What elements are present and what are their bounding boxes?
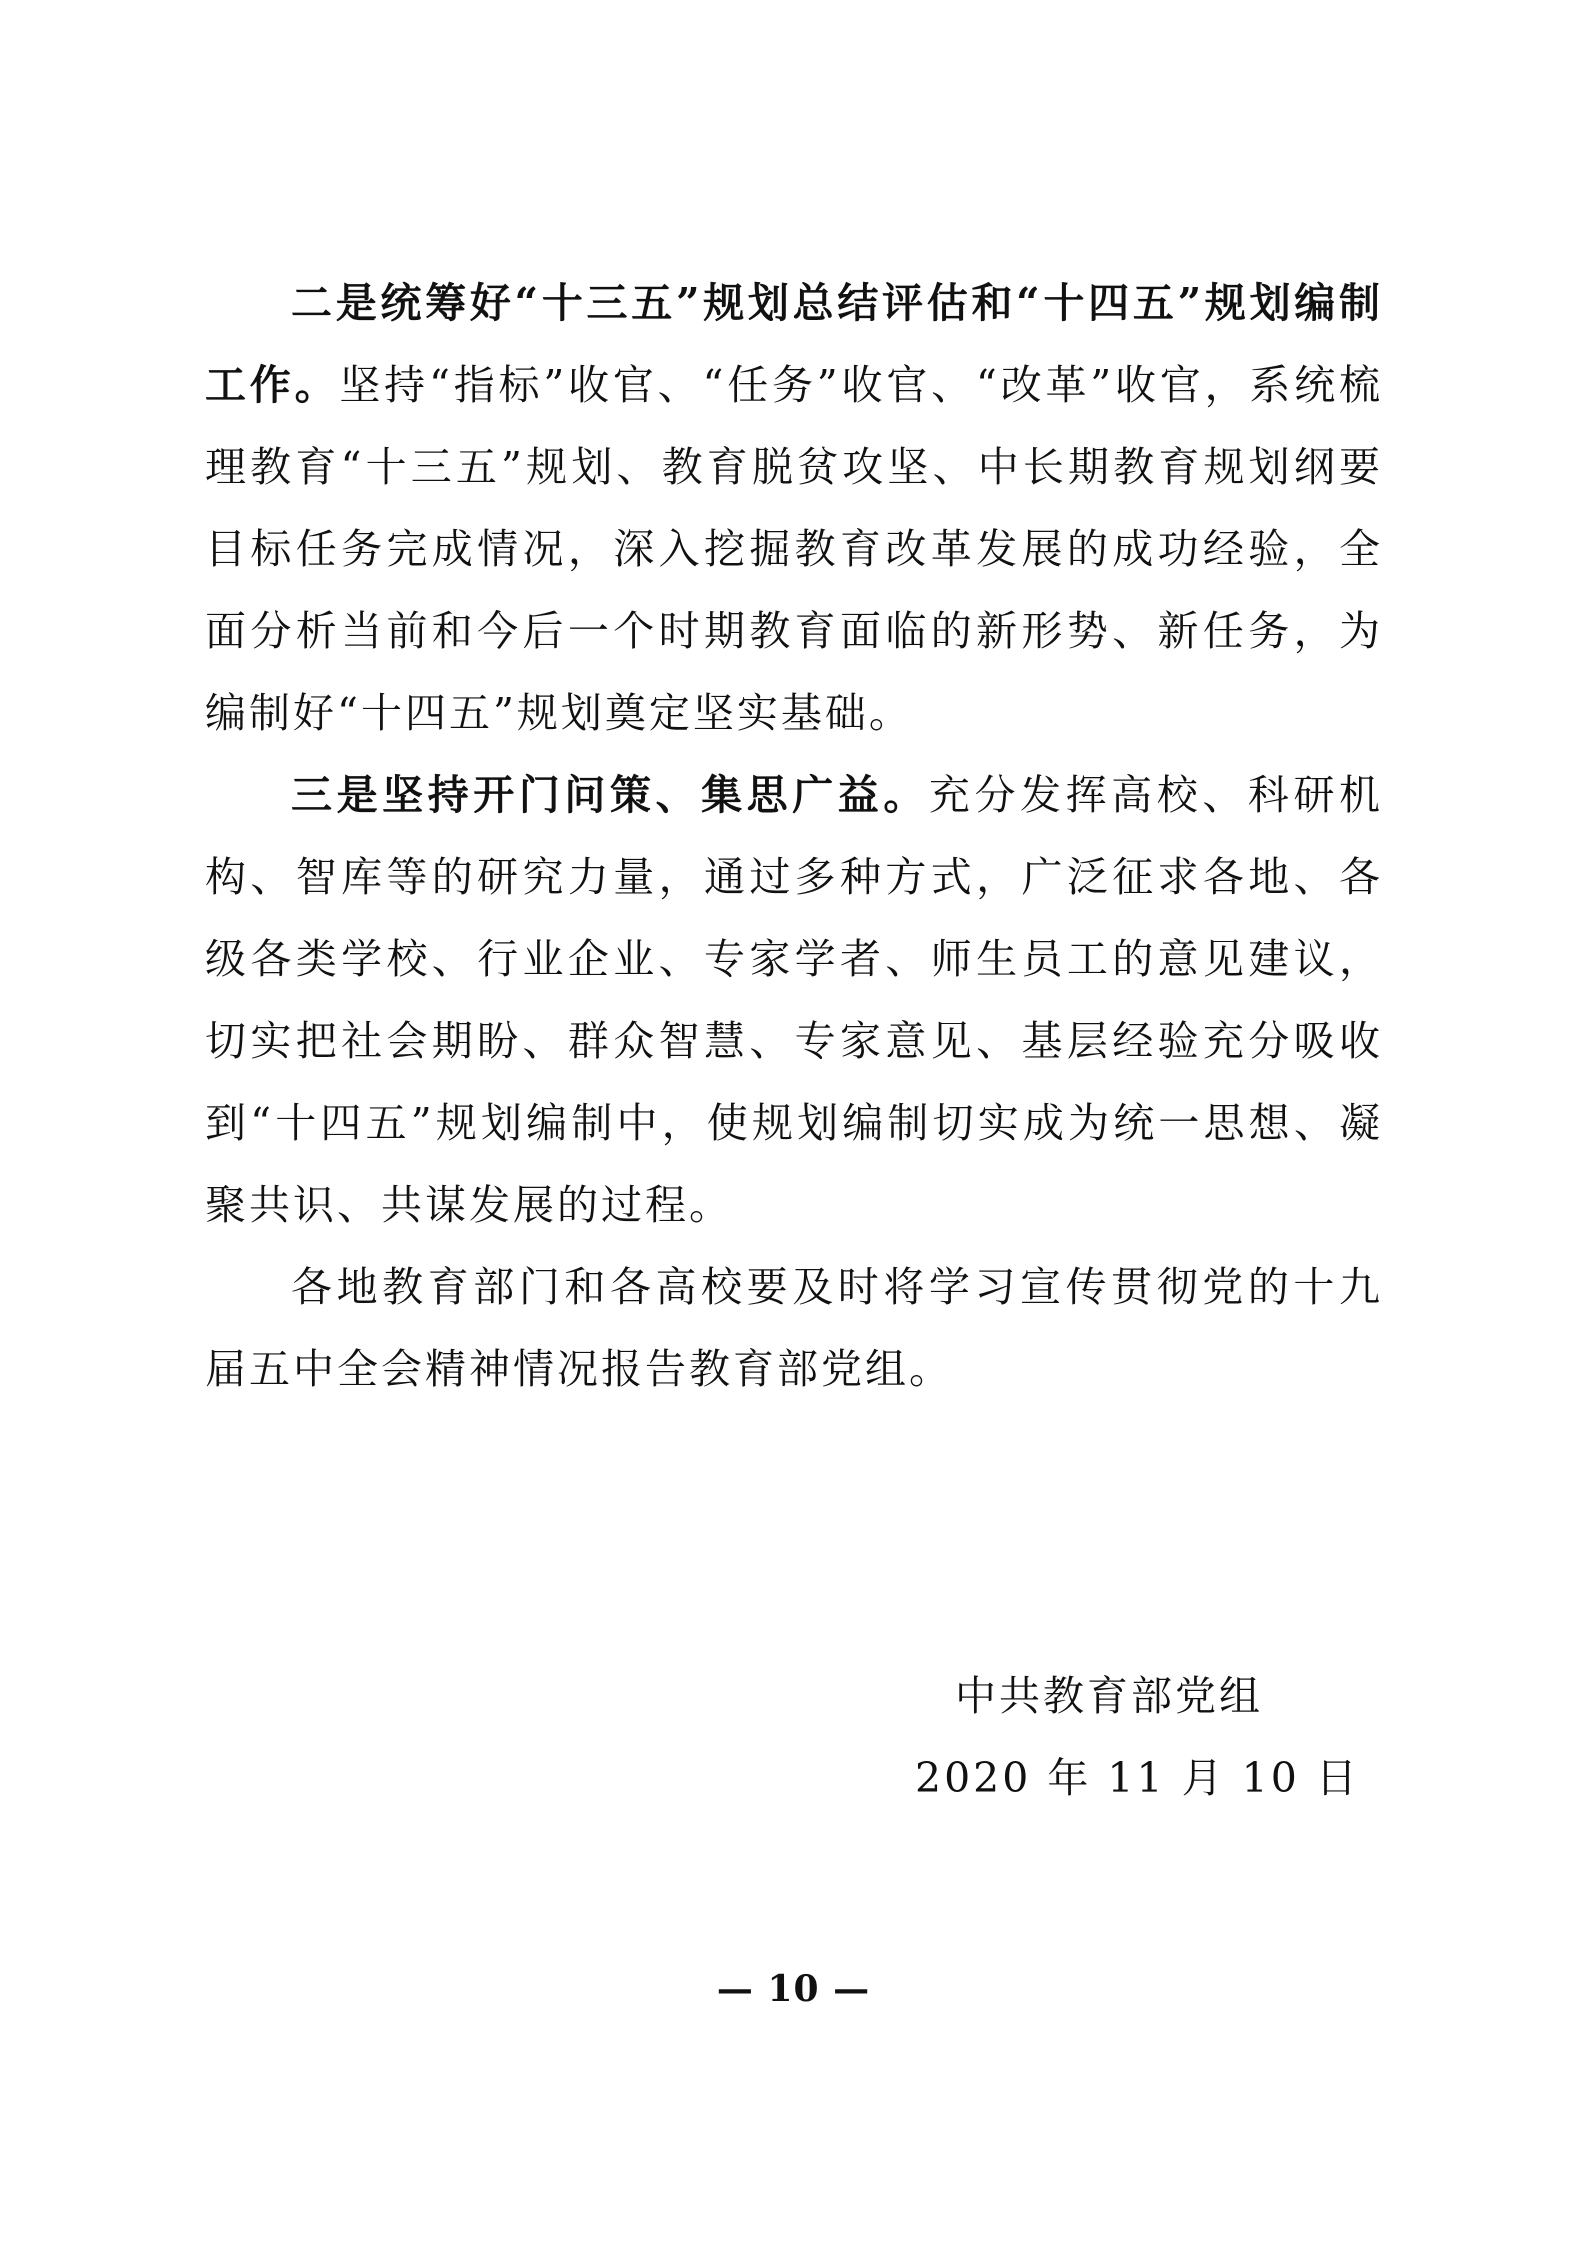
paragraph-coordinate-planning (205, 262, 1383, 754)
paragraph-text: 坚持“指标”收官、“任务”收官、“改革”收官，系统梳理教育“十三五”规划、教育脱贫攻坚、中长期教育规划纲要目标任务完成情况，深入挖掘教育改革发展的成功经验，全面分析当前和今后一个时期教育面临的新形势、新任务，为编制好“十四五”规划奠定坚实基础。 (205, 361, 1384, 737)
paragraph-lead: 二是统筹好“十三五”规划总结评估和“十四五”规划编制工作。 (205, 279, 1383, 409)
paragraph-reporting-requirement (205, 1246, 1383, 1410)
paragraph-lead: 三是坚持开门问策、集思广益。 (291, 771, 929, 819)
signature-block (915, 1655, 1360, 1819)
page-number: — 10 — (716, 1968, 871, 2010)
body-text (205, 262, 1383, 1410)
paragraph-open-consultation (205, 754, 1383, 1246)
signature-date: 2020 年 11 月 10 日 (915, 1754, 1360, 1802)
signature-organization: 中共教育部党组 (955, 1672, 1263, 1720)
paragraph-text: 各地教育部门和各高校要及时将学习宣传贯彻党的十九届五中全会精神情况报告教育部党组。 (205, 1263, 1383, 1393)
paragraph-text: 充分发挥高校、科研机构、智库等的研究力量，通过多种方式，广泛征求各地、各级各类学校、行业企业、专家学者、师生员工的意见建议，切实把社会期盼、群众智慧、专家意见、基层经验充分吸收到“十四五”规划编制中，使规划编制切实成为统一思想、凝聚共识、共谋发展的过程。 (205, 771, 1384, 1229)
